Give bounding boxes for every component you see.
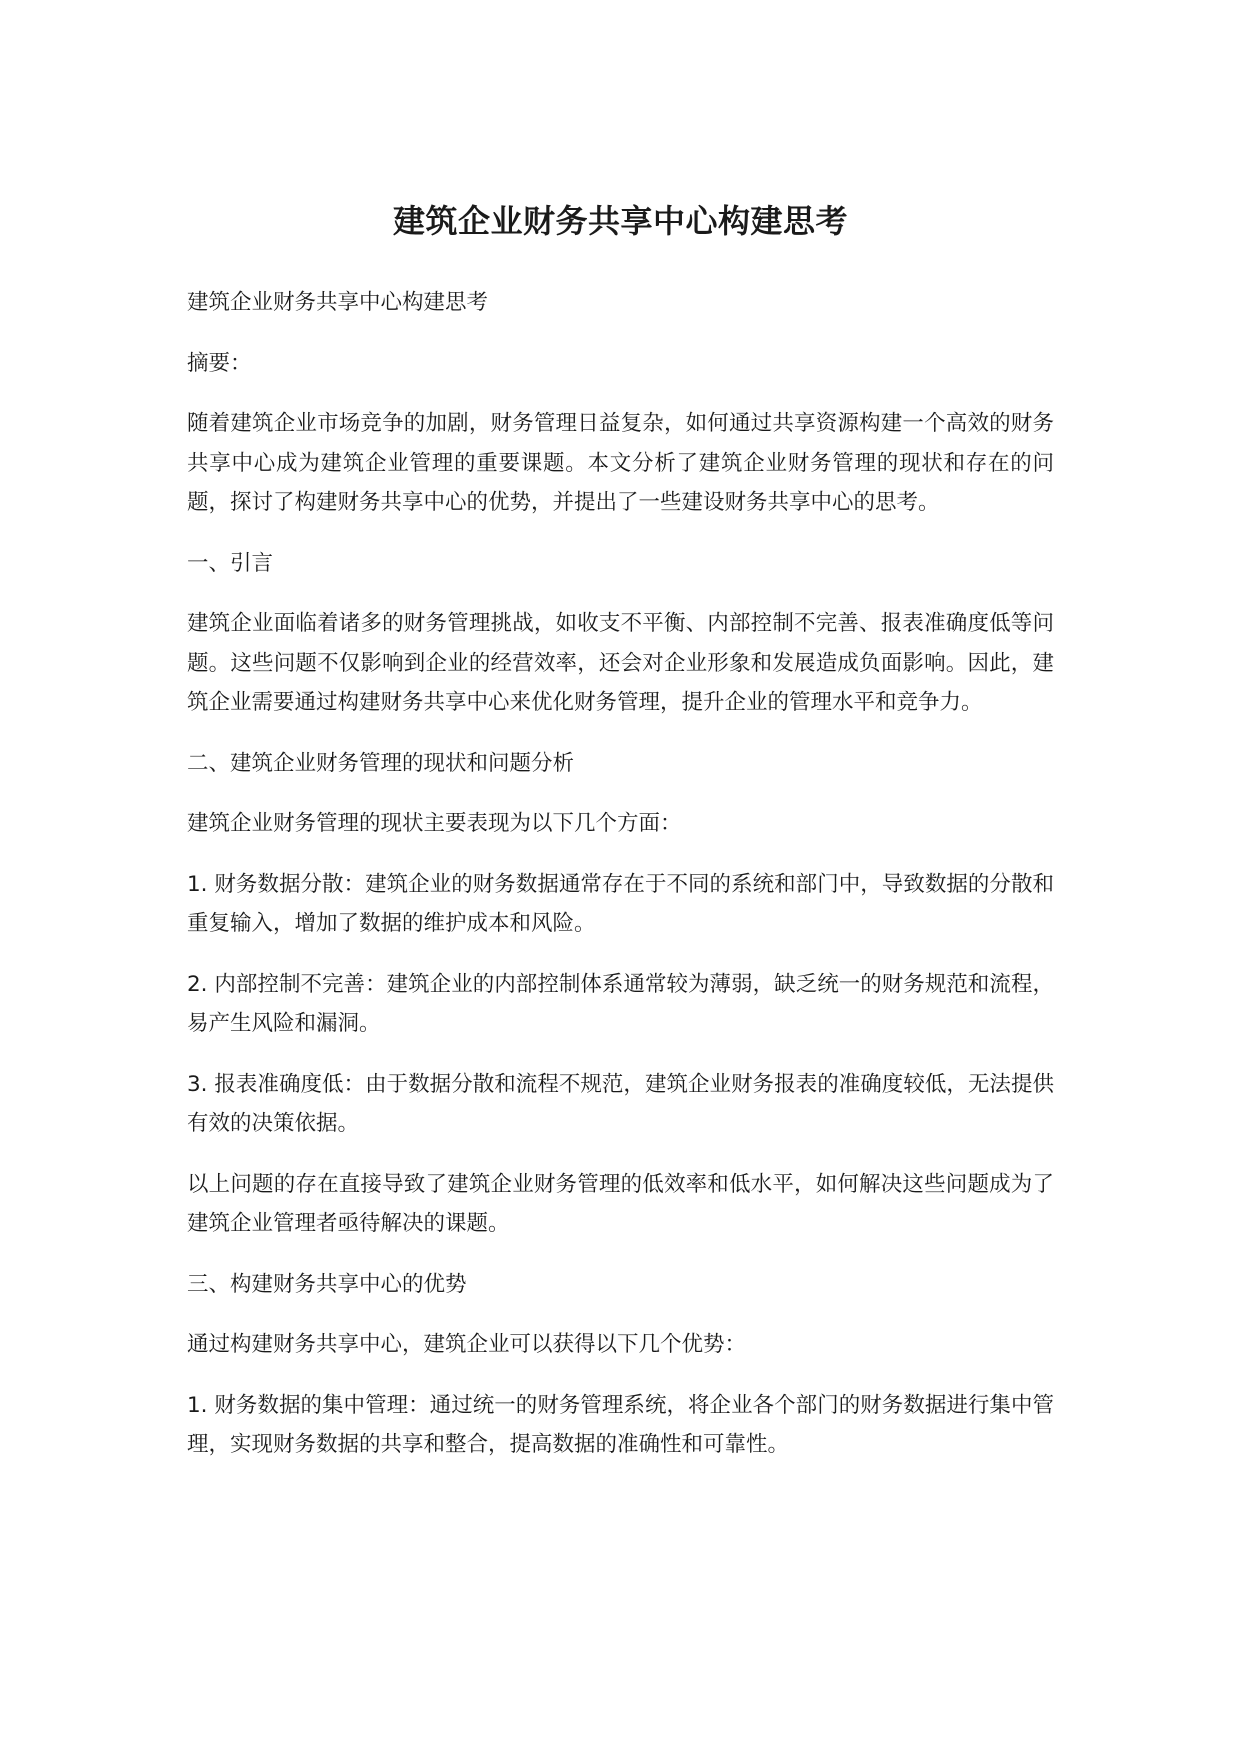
introduction-paragraph: 建筑企业面临着诸多的财务管理挑战，如收支不平衡、内部控制不完善、报表准确度低等问题。这些问题不仅影响到企业的经营效率，还会对企业形象和发展造成负面影响。因此，建筑企业需要通过构建财务共享中心来优化财务管理，提升企业的管理水平和竞争力。	[187, 611, 1054, 715]
section-heading-advantages: 三、构建财务共享中心的优势	[187, 1271, 467, 1297]
section-heading-analysis: 二、建筑企业财务管理的现状和问题分析	[187, 750, 575, 776]
section-heading-introduction: 一、引言	[187, 550, 274, 576]
analysis-list-item: 3. 报表准确度低：由于数据分散和流程不规范，建筑企业财务报表的准确度较低，无法提供有效的决策依据。	[187, 1071, 1054, 1136]
analysis-list-item: 1. 财务数据分散：建筑企业的财务数据通常存在于不同的系统和部门中，导致数据的分散和重复输入，增加了数据的维护成本和风险。	[187, 871, 1054, 936]
document-body	[187, 283, 1054, 1486]
abstract-paragraph: 随着建筑企业市场竞争的加剧，财务管理日益复杂，如何通过共享资源构建一个高效的财务共享中心成为建筑企业管理的重要课题。本文分析了建筑企业财务管理的现状和存在的问题，探讨了构建财务共享中心的优势，并提出了一些建设财务共享中心的思考。	[187, 411, 1054, 515]
analysis-list-item: 2. 内部控制不完善：建筑企业的内部控制体系通常较为薄弱，缺乏统一的财务规范和流程，易产生风险和漏洞。	[187, 971, 1054, 1036]
document-title: 建筑企业财务共享中心构建思考	[392, 202, 848, 241]
advantages-list-item: 1. 财务数据的集中管理：通过统一的财务管理系统，将企业各个部门的财务数据进行集中管理，实现财务数据的共享和整合，提高数据的准确性和可靠性。	[187, 1392, 1054, 1457]
subtitle-paragraph: 建筑企业财务共享中心构建思考	[187, 290, 489, 315]
advantages-intro-paragraph: 通过构建财务共享中心，建筑企业可以获得以下几个优势：	[187, 1332, 747, 1357]
analysis-intro-paragraph: 建筑企业财务管理的现状主要表现为以下几个方面：	[187, 811, 682, 836]
abstract-heading: 摘要：	[187, 350, 252, 376]
analysis-conclusion-paragraph: 以上问题的存在直接导致了建筑企业财务管理的低效率和低水平，如何解决这些问题成为了建筑企业管理者亟待解决的课题。	[187, 1171, 1054, 1236]
